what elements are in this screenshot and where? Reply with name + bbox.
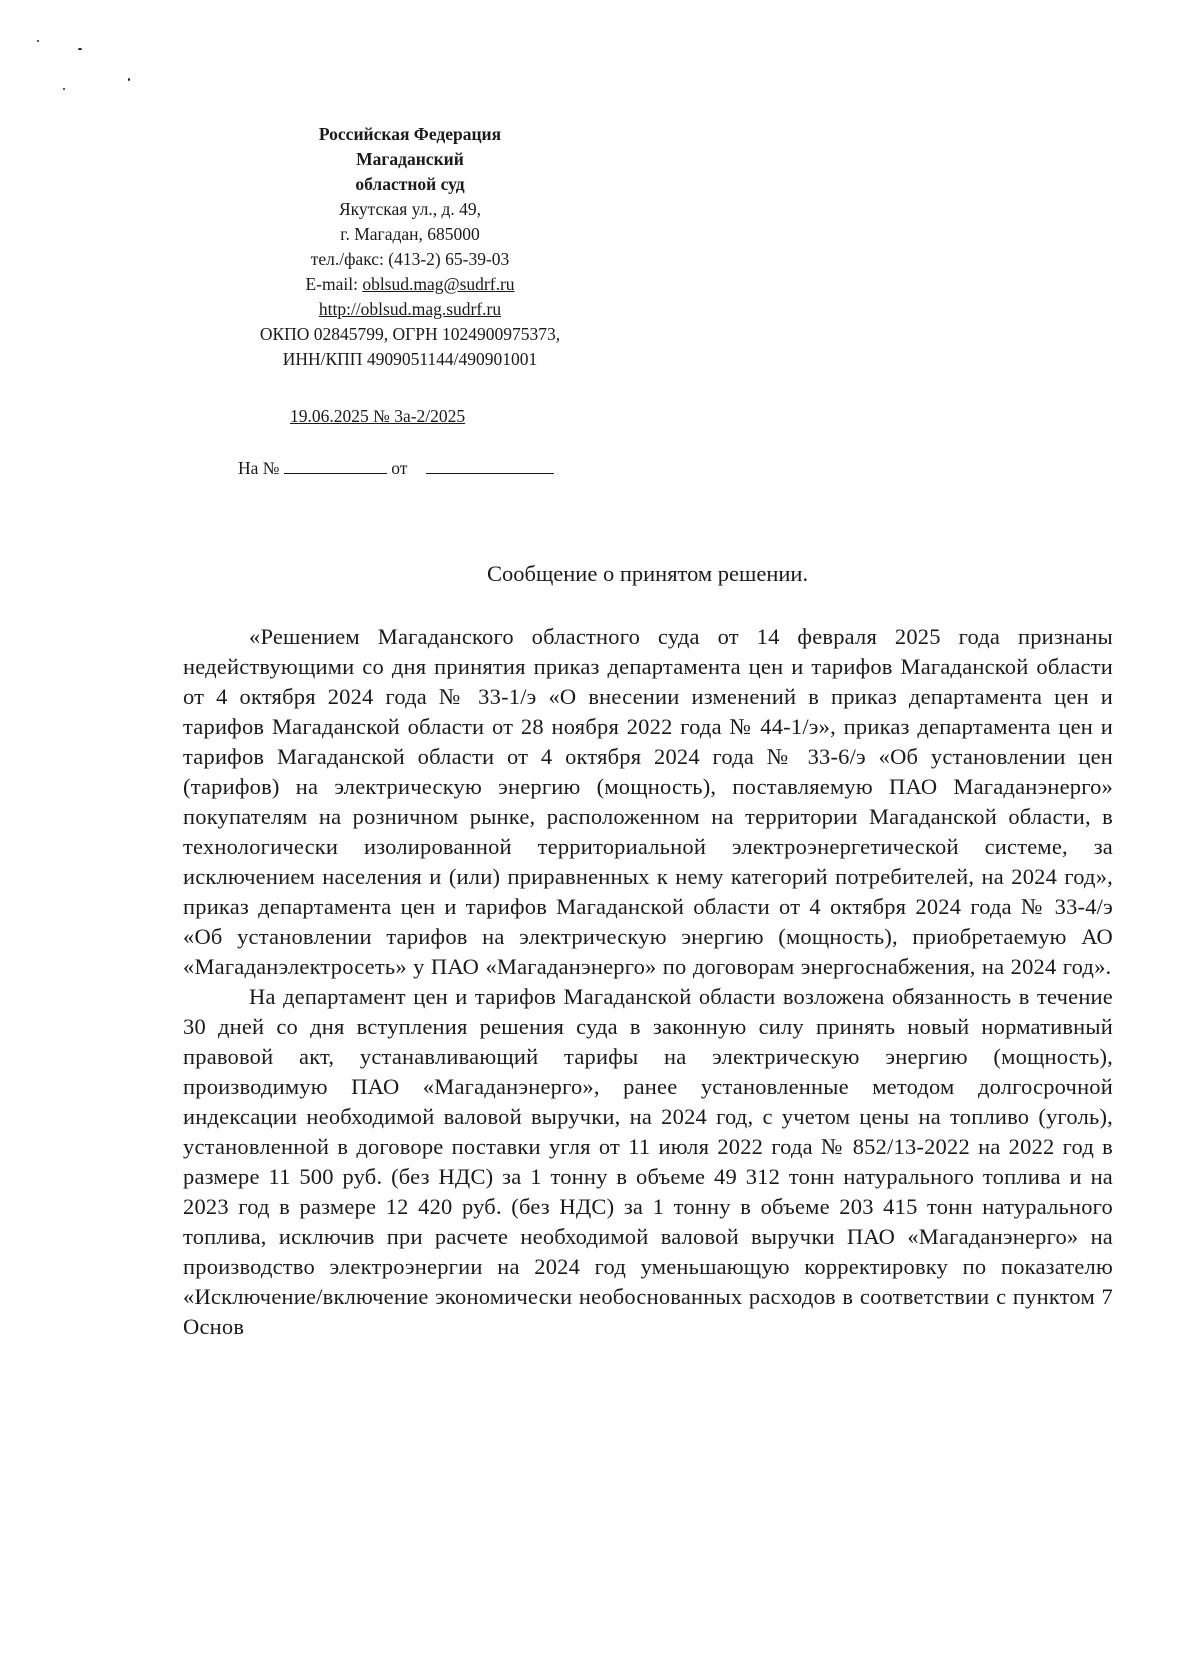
website-line	[190, 297, 630, 322]
on-number-label: На №	[238, 458, 280, 478]
scan-speck	[63, 88, 65, 90]
from-label: от	[391, 458, 408, 478]
email-line	[190, 272, 630, 297]
website-link[interactable]: http://oblsud.mag.sudrf.ru	[318, 299, 502, 319]
org-name-line: Магаданский	[356, 149, 464, 169]
date-blank-line	[426, 459, 554, 474]
document-title: Сообщение о принятом решении.	[487, 561, 809, 586]
document-body	[183, 622, 1113, 1342]
email-label: E-mail:	[305, 274, 363, 294]
incoming-reference	[238, 458, 554, 479]
scan-speck	[78, 48, 82, 50]
org-name-line: Российская Федерация	[318, 124, 502, 144]
letterhead	[190, 122, 630, 372]
email-link[interactable]: oblsud.mag@sudrf.ru	[362, 274, 515, 294]
body-paragraph: «Решением Магаданского областного суда от 14 февраля 2025 года признаны недействующими со дня принятия приказ департамента цен и тарифов Магаданской области от 4 октября 2024 года № 33-1/э «О внесении изменений в приказ департамента цен и тарифов Магаданской области от 28 ноября 2022 года № 44-1/э», приказ департамента цен и тарифов Магаданской области от 4 октября 2024 года № 33-6/э «Об установлении цен (тарифов) на электрическую энергию (мощность), поставляемую ПАО Магаданэнерго» покупателям на розничном рынке, расположенном на территории Магаданской области, в технологически изолированной территориальной электроэнергетической системе, за исключением населения и (или) приравненных к нему категорий потребителей, на 2024 год», приказ департамента цен и тарифов Магаданской области от 4 октября 2024 года № 33-4/э «Об установлении тарифов на электрическую энергию (мощность), приобретаемую АО «Магаданэлектросеть» у ПАО «Магаданэнерго» по договорам энергоснабжения, на 2024 год».	[183, 624, 1113, 979]
phone-fax: тел./факс: (413-2) 65-39-03	[310, 249, 510, 269]
number-blank-line	[284, 459, 387, 474]
org-name-line: областной суд	[355, 174, 465, 194]
inn-kpp: ИНН/КПП 4909051144/490901001	[282, 349, 538, 369]
scan-speck	[128, 78, 130, 81]
address-street: Якутская ул., д. 49,	[338, 199, 482, 219]
scan-speck	[37, 40, 39, 42]
body-paragraph: На департамент цен и тарифов Магаданской области возложена обязанность в течение 30 дней со дня вступления решения суда в законную силу принять новый нормативный правовой акт, устанавливающий тарифы на электрическую энергию (мощность), производимую ПАО «Магаданэнерго», ранее установленные методом долгосрочной индексации необходимой валовой выручки, на 2024 год, с учетом цены на топливо (уголь), установленной в договоре поставки угля от 11 июля 2022 года № 852/13-2022 на 2022 год в размере 11 500 руб. (без НДС) за 1 тонну в объеме 49 312 тонн натурального топлива и на 2023 год в размере 12 420 руб. (без НДС) за 1 тонну в объеме 203 415 тонн натурального топлива, исключив при расчете необходимой валовой выручки ПАО «Магаданэнерго» на производство электроэнергии на 2024 год уменьшающую корректировку по показателю «Исключение/включение экономически необоснованных расходов в соответствии с пунктом 7 Основ	[183, 984, 1113, 1339]
outgoing-reference: 19.06.2025 № 3а-2/2025	[290, 406, 466, 426]
address-city: г. Магадан, 685000	[340, 224, 480, 244]
okpo-ogrn: ОКПО 02845799, ОГРН 1024900975373,	[259, 324, 561, 344]
